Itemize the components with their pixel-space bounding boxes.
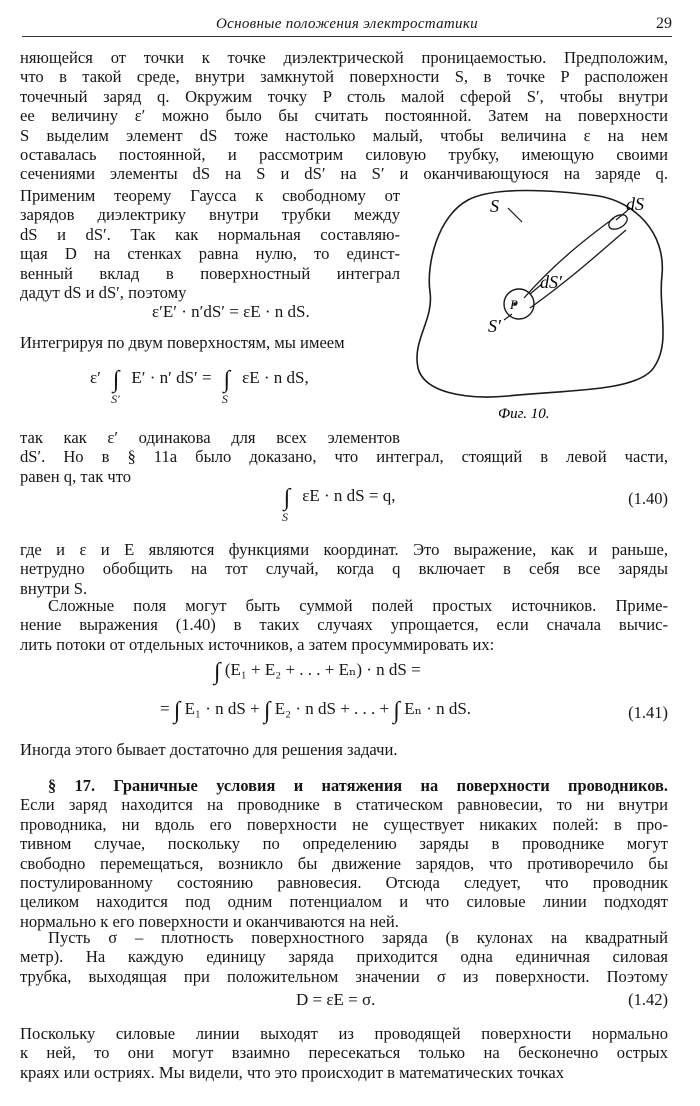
text-line: где и ε и E являются функциями координат. Это выражение, как и раньше,: [20, 540, 668, 559]
text-line: Применим теорему Гаусса к свободному от: [20, 186, 400, 205]
label-P: P: [510, 297, 518, 312]
eq-body: εE · n dS = q,: [302, 486, 396, 505]
page-number: 29: [656, 15, 672, 32]
text-line: нетрудно обобщить на тот случай, когда q включает в себя все заряды: [20, 559, 668, 579]
eq-term: E₂ · n dS + . . . +: [274, 699, 390, 718]
text-line: краях или остриях. Мы видели, что это происходит в математических точках: [20, 1062, 565, 1082]
label-S-prime: S′: [488, 316, 501, 336]
integral-sign: ∫: [263, 698, 271, 724]
eq-body: (E₁ + E₂ + . . . + Eₙ) · n dS =: [224, 660, 421, 679]
paragraph-4: [20, 428, 668, 486]
text-line: нормально к его поверхности и оканчиваются на ней.: [20, 911, 399, 931]
paragraph-5: [20, 540, 668, 598]
text-line: Если заряд находится на проводнике в статическом равновесии, то ни внутри: [20, 795, 668, 815]
eq-left-body: E′ · n′ dS′ =: [131, 368, 212, 387]
paragraph-7: Иногда этого бывает достаточно для решения задачи.: [20, 740, 398, 759]
equation-number: (1.40): [628, 489, 668, 508]
equation-1-42: D = εE = σ.: [296, 990, 376, 1009]
text-line: Пусть σ – плотность поверхностного заряда (в кулонах на квадратный: [48, 928, 668, 947]
text-line: метр). На каждую единицу заряда приходится одна единичная силовая: [20, 947, 668, 967]
text-line: проводника, ни вдоль его поверхности не существует никаких полей: в про-: [20, 814, 668, 834]
eq-right-body: εE · n dS,: [242, 368, 309, 387]
integral-sign: ∫: [214, 659, 221, 685]
text-line: сечениями элементы dS на S и dS′ на S′ и оканчивающуюся на заряде q.: [20, 164, 668, 184]
text-line: оставалась постоянной, и рассмотрим силовую трубку, имеющую своими: [20, 145, 668, 165]
integral-sign: ∫: [393, 698, 400, 724]
text-line: постулированному состоянию равновесия. Отсюда следует, что проводник: [20, 873, 668, 893]
section-17: [20, 776, 668, 931]
tube-upper-line: [524, 218, 614, 298]
text-line: целиком находится под одним потенциалом и что силовые линии подходят: [20, 892, 668, 912]
integral-sign: ∫: [283, 485, 291, 511]
arrow-S: [508, 208, 522, 222]
text-line: равен q, так что: [20, 466, 132, 486]
paragraph-8: [20, 928, 668, 986]
label-S: S: [490, 196, 499, 216]
text-line: дадут dS и dS′, поэтому: [20, 283, 187, 303]
integral-sign: ∫: [223, 367, 231, 393]
equation-gauss-element: ε′E′ · n′dS′ = εE · n dS.: [152, 302, 310, 321]
text-line: Сложные поля могут быть суммой полей простых источников. Приме-: [48, 596, 668, 615]
section-heading: § 17. Граничные условия и натяжения на поверхности проводников.: [48, 776, 668, 795]
text-line: трубка, выходящая при положительном значении σ из поверхности. Поэтому: [20, 966, 668, 986]
paragraph-9: [20, 1024, 668, 1082]
element-dS: [606, 212, 629, 232]
integral-subscript: S: [221, 392, 228, 406]
text-line: точечный заряд q. Окружим точку P столь малой сферой S′, чтобы внутри: [20, 86, 668, 106]
equation-1-40: [276, 485, 396, 524]
paragraph-1: [20, 48, 668, 184]
text-line: няющейся от точки к точке диэлектрической проницаемостью. Предположим,: [20, 48, 668, 67]
eq-left-coef: ε′: [90, 368, 101, 387]
tube-lower-line: [530, 230, 626, 308]
sphere-S-prime: [504, 289, 534, 319]
text-line: dS и dS′. Так как нормальная составляю-: [20, 224, 400, 244]
label-dS: dS: [626, 194, 644, 214]
integral-subscript: S′: [111, 392, 120, 406]
text-line: нение выражения (1.40) в таких случаях упрощается, если сначала вычис-: [20, 615, 668, 635]
text-line: что в такой среде, внутри замкнутой поверхности S, в точке P расположен: [20, 67, 668, 87]
text-line: dS′. Но в § 11а было доказано, что интеграл, стоящий в левой части,: [20, 447, 668, 467]
paragraph-6: [20, 596, 668, 654]
text-line: S выделим элемент dS тоже настолько малый, чтобы величина ε на нем: [20, 125, 668, 145]
equation-number: (1.42): [628, 990, 668, 1009]
equation-number: (1.41): [628, 703, 668, 722]
equation-1-41-line2: = ∫ E₁ · n dS + ∫ E₂ · n dS + . . . + ∫ Eₙ · n dS.: [160, 698, 472, 724]
text-line: так как ε′ одинакова для всех элементов: [20, 428, 400, 447]
text-line: Поскольку силовые линии выходят из проводящей поверхности нормально: [20, 1024, 668, 1043]
text-line: к ней, то они могут взаимно пересекаться только на бесконечно острых: [20, 1043, 668, 1063]
text-line: ее величину ε′ можно было бы считать постоянной. Затем на поверхности: [20, 106, 668, 126]
equation-integrals: [90, 367, 309, 406]
text-line: тивном случае, поскольку по определению заряды в проводнике могут: [20, 834, 668, 854]
text-line: свободно перемещаться, возникло бы движение зарядов, что противоречило бы: [20, 853, 668, 873]
text-line: щая D на стенках равна нулю, то единст-: [20, 244, 400, 264]
label-dS-prime: dS′: [540, 272, 562, 292]
header-title: Основные положения электростатики: [216, 16, 478, 32]
figure-10: [404, 180, 674, 428]
eq-term: E₁ · n dS +: [184, 699, 260, 718]
paragraph-2: [20, 186, 400, 302]
text-line: внутри S.: [20, 578, 88, 598]
paragraph-3: Интегрируя по двум поверхностям, мы имеем: [20, 333, 345, 352]
running-header: [22, 14, 672, 37]
text-line: лить потоки от отдельных источников, а затем просуммировать их:: [20, 634, 495, 654]
text-line: венный вклад в поверхностный интеграл: [20, 263, 400, 283]
integral-subscript: S: [282, 510, 288, 524]
figure-caption: Фиг. 10.: [498, 406, 550, 422]
equation-1-41-line1: [214, 660, 421, 684]
integral-sign: ∫: [112, 367, 120, 393]
text-line: зарядов диэлектрику внутри трубки между: [20, 205, 400, 225]
eq-term: Eₙ · n dS.: [404, 699, 472, 718]
integral-sign: ∫: [173, 698, 181, 724]
